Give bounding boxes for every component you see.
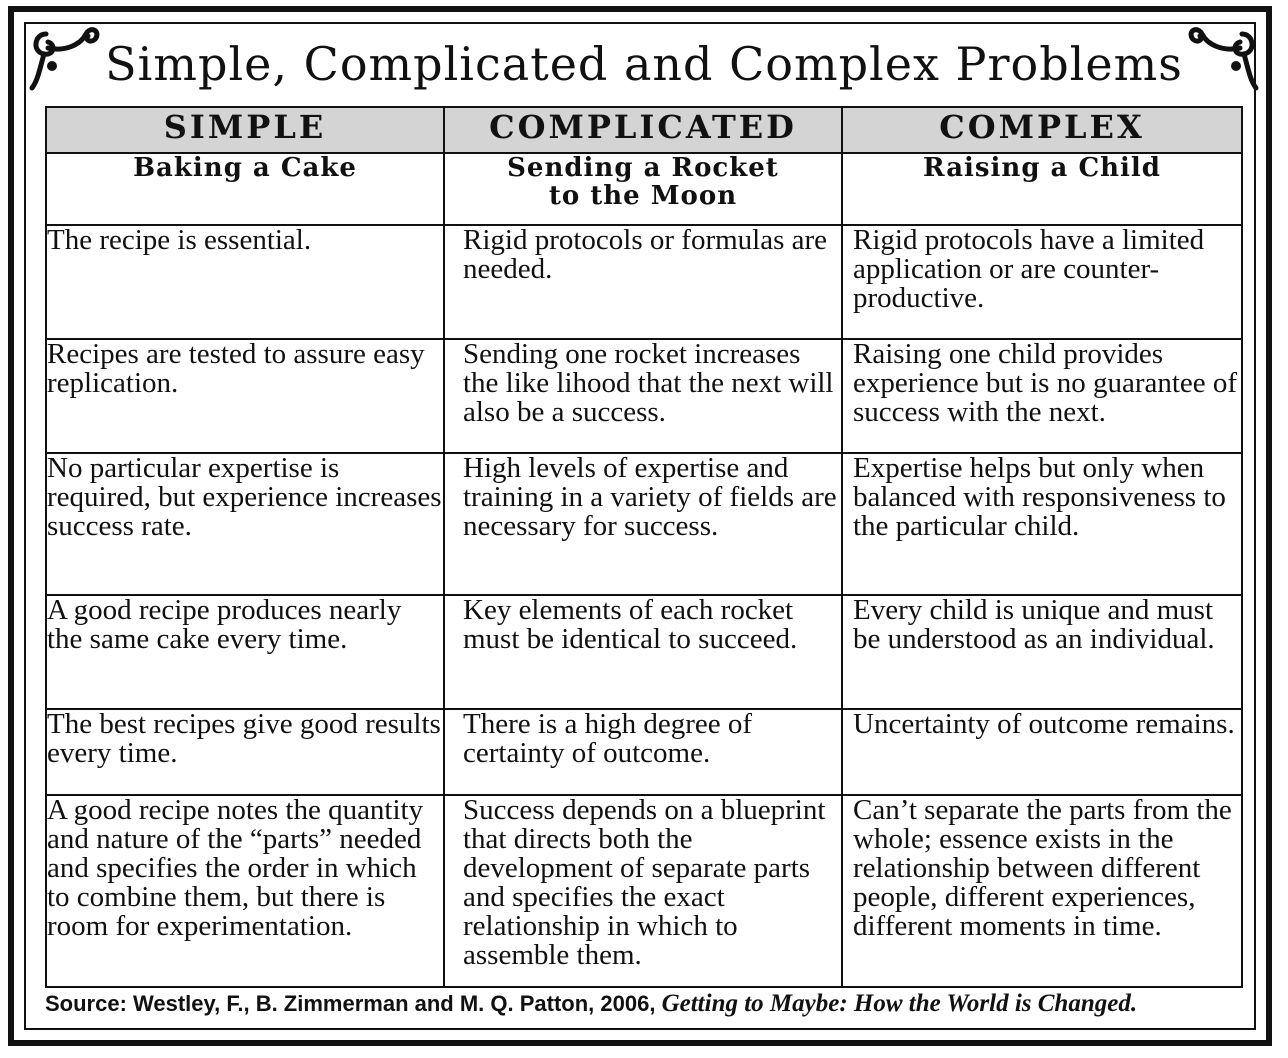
column-header-complex: COMPLEX [842, 107, 1242, 153]
example-complicated-line: Sending a Rocket [507, 153, 779, 183]
table-cell: Expertise helps but only when balanced with responsiveness to the particular child. [842, 453, 1242, 595]
table-cell: Recipes are tested to assure easy replication. [46, 339, 444, 453]
column-header-simple: SIMPLE [46, 107, 444, 153]
table-cell: A good recipe notes the quantity and nature of the “parts” needed and specifies the order in which to combine them, but there is room for experimentation. [46, 795, 444, 987]
table-cell: A good recipe produces nearly the same cake every time. [46, 595, 444, 709]
table-cell: Every child is unique and must be understood as an individual. [842, 595, 1242, 709]
example-simple: Baking a Cake [46, 153, 444, 225]
source-prefix: Source: Westley, F., B. Zimmerman and M. Q. Patton, 2006, [45, 991, 662, 1016]
example-complicated-line: to the Moon [548, 181, 738, 211]
table-cell: Sending one rocket increases the like lihood that the next will also be a success. [444, 339, 842, 453]
table-cell: Can’t separate the parts from the whole; essence exists in the relationship between different people, different experiences, different moments in time. [842, 795, 1242, 987]
table-cell: No particular expertise is required, but experience increases success rate. [46, 453, 444, 595]
table-cell: There is a high degree of certainty of outcome. [444, 709, 842, 795]
table-cell: Rigid protocols or formulas are needed. [444, 225, 842, 339]
header-row [46, 107, 1242, 153]
table-row [46, 453, 1242, 595]
table-row [46, 709, 1242, 795]
table-cell: High levels of expertise and training in a variety of fields are necessary for success. [444, 453, 842, 595]
column-header-complicated: COMPLICATED [444, 107, 842, 153]
table-cell: Raising one child provides experience but is no guarantee of success with the next. [842, 339, 1242, 453]
table-row [46, 595, 1242, 709]
example-complex: Raising a Child [842, 153, 1242, 225]
example-complicated [444, 153, 842, 225]
table-cell: Key elements of each rocket must be identical to succeed. [444, 595, 842, 709]
table-cell: The best recipes give good results every time. [46, 709, 444, 795]
comparison-table [45, 106, 1243, 988]
table-cell: Success depends on a blueprint that directs both the development of separate parts and specifies the exact relationship in which to assemble them. [444, 795, 842, 987]
source-citation [45, 990, 1241, 1018]
example-row [46, 153, 1242, 225]
table-row [46, 339, 1242, 453]
page-title: Simple, Complicated and Complex Problems [105, 37, 1183, 91]
table-cell: The recipe is essential. [46, 225, 444, 339]
table-cell: Rigid protocols have a limited application or are counter-productive. [842, 225, 1242, 339]
table-row [46, 225, 1242, 339]
table-cell: Uncertainty of outcome remains. [842, 709, 1242, 795]
source-book-title: Getting to Maybe: How the World is Changed. [661, 990, 1138, 1017]
table-row [46, 795, 1242, 987]
